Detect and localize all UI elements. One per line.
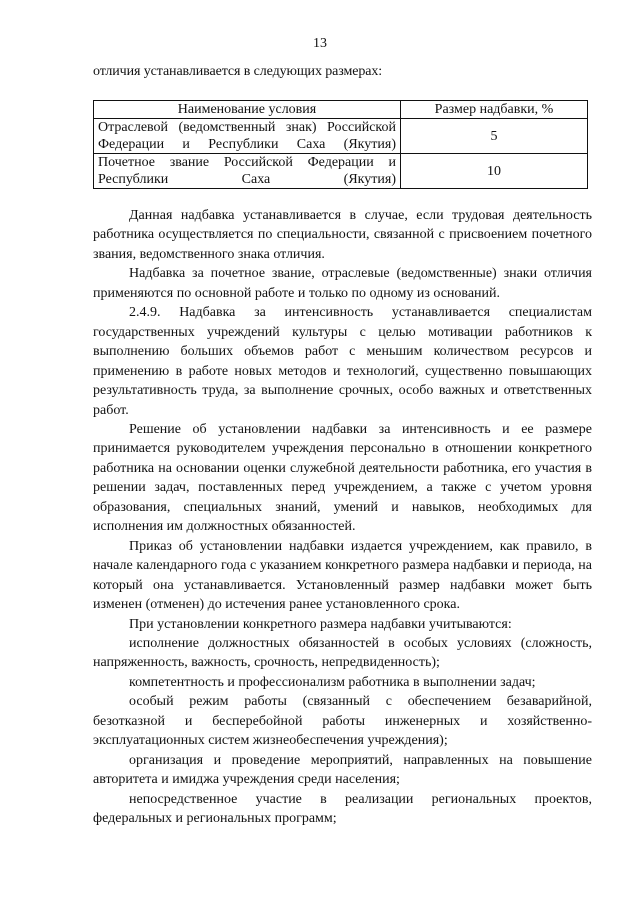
list-item: исполнение должностных обязанностей в особых условиях (сложность, напряженность, важность, срочность, непредвиденность); [93, 635, 592, 671]
allowance-table [93, 100, 588, 189]
table-row [94, 119, 588, 154]
paragraph: Данная надбавка устанавливается в случае, если трудовая деятельность работника осуществляется по специальности, связанной с присвоением почетного звания, ведомственного знака отличия. [93, 208, 592, 262]
condition-cell: Отраслевой (ведомственный знак) Российской Федерации и Республики Саха (Якутия) [94, 119, 401, 154]
list-item: непосредственное участие в реализации региональных проектов, федеральных и региональных программ; [93, 791, 592, 827]
paragraph: Надбавка за почетное звание, отраслевые (ведомственные) знаки отличия применяются по основной работе и только по одному из оснований. [93, 266, 592, 301]
column-header-amount: Размер надбавки, % [401, 101, 588, 119]
paragraph: Приказ об установлении надбавки издается учреждением, как правило, в начале календарного года с указанием конкретного размера надбавки и периода, на который она устанавливается. Установленный размер надбавки может быть изменен (отменен) до истечения ранее установленного срока. [93, 538, 592, 613]
amount-cell: 10 [401, 154, 588, 189]
list-item: компетентность и профессионализм работника в выполнении задач; [129, 674, 536, 690]
page-number: 13 [313, 36, 327, 51]
list-item: особый режим работы (связанный с обеспечением безаварийной, безотказной и бесперебойной работы инженерных и хозяйственно-эксплуатационных систем жизнеобеспечения учреждения); [93, 694, 592, 749]
table-header-row [94, 101, 588, 119]
table-row [94, 154, 588, 189]
document-body [93, 206, 592, 829]
condition-cell: Почетное звание Российской Федерации и Республики Саха (Якутия) [94, 154, 401, 189]
paragraph: 2.4.9. Надбавка за интенсивность устанавливается специалистам государственных учреждений культуры с целью мотивации работников к выполнению больших объемов работ с меньшим количеством ресурсов и применению в работе новых методов и технологий, существенно повышающих результативность труда, за выполнение срочных, особо важных и ответственных работ. [93, 305, 592, 418]
list-item: организация и проведение мероприятий, направленных на повышение авторитета и имиджа учреждения среди населения; [93, 752, 592, 788]
amount-cell: 5 [401, 119, 588, 154]
paragraph: Решение об установлении надбавки за интенсивность и ее размере принимается руководителем учреждения персонально в отношении конкретного работника на основании оценки служебной деятельности работника, его участия в решении задач, поставленных перед учреждением, а также с учетом уровня образования, специальных знаний, умений и навыков, необходимых для исполнения им должностных обязанностей. [93, 421, 592, 535]
column-header-condition: Наименование условия [94, 101, 401, 119]
paragraph: При установлении конкретного размера надбавки учитываются: [129, 616, 512, 632]
lead-line: отличия устанавливается в следующих размерах: [93, 64, 383, 79]
